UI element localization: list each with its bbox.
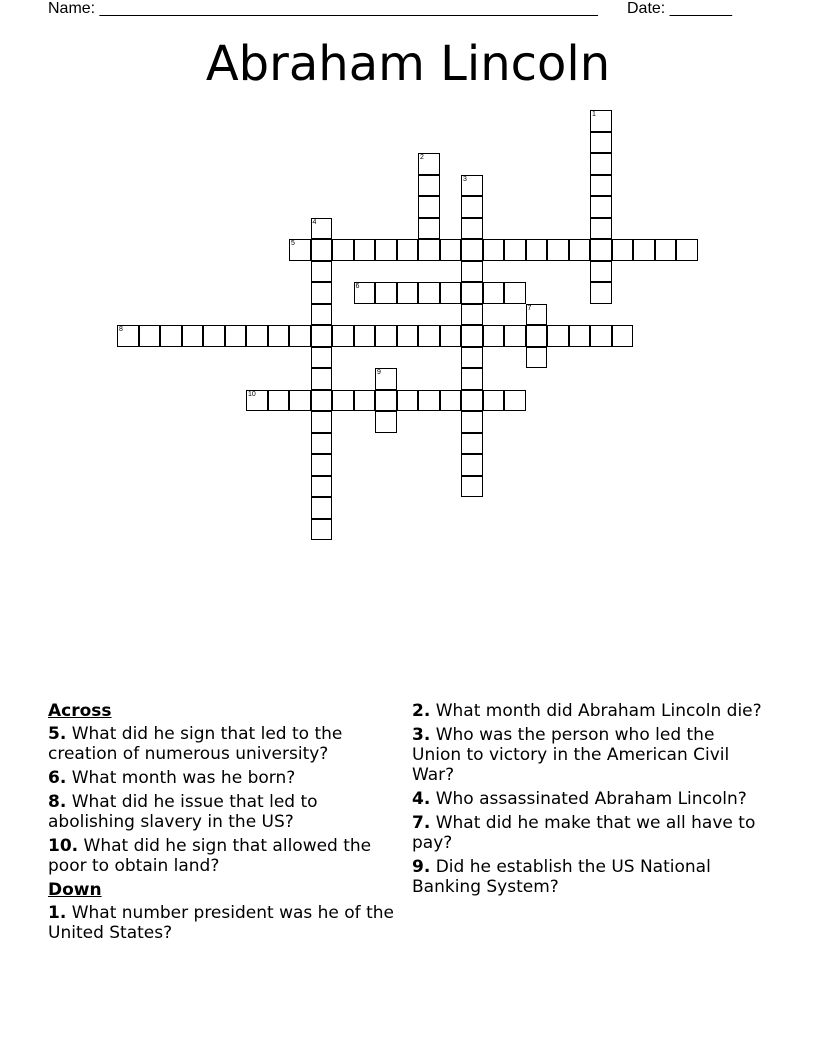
grid-cell[interactable] [311,476,333,498]
grid-cell[interactable] [655,239,677,261]
grid-cell[interactable] [375,411,397,433]
clue-text: Who assassinated Abraham Lincoln? [435,789,747,809]
grid-cell[interactable] [590,196,612,218]
grid-cell[interactable] [461,196,483,218]
grid-cell[interactable] [268,325,290,347]
grid-cell[interactable] [203,325,225,347]
grid-cell[interactable] [397,325,419,347]
clue-number-label: 6. [48,768,67,788]
clue-number-label: 1. [48,903,67,923]
clue-item [48,768,398,788]
grid-cell[interactable] [547,239,569,261]
grid-cell[interactable] [311,325,333,347]
grid-cell[interactable] [590,261,612,283]
clue-number-label: 5. [48,724,67,744]
across-heading: Across [48,701,112,721]
clue-number-label: 4. [412,789,431,809]
page-title: Abraham Lincoln [205,36,611,92]
grid-cell[interactable] [246,390,268,412]
clue-text: Who was the person who led the Union to victory in the American Civil War? [412,725,730,785]
grid-cell[interactable] [289,239,311,261]
grid-cell[interactable] [418,196,440,218]
grid-cell[interactable] [311,433,333,455]
grid-cell[interactable] [483,325,505,347]
grid-cell[interactable] [590,218,612,240]
grid-cell[interactable] [354,325,376,347]
grid-cell[interactable] [418,153,440,175]
grid-cell[interactable] [440,390,462,412]
grid-cell[interactable] [397,282,419,304]
grid-cell[interactable] [440,239,462,261]
grid-cell[interactable] [461,175,483,197]
grid-cell[interactable] [246,325,268,347]
clue-number-label: 10. [48,836,79,856]
clue-number: 6 [355,283,360,290]
grid-cell[interactable] [612,239,634,261]
grid-cell[interactable] [289,390,311,412]
clue-number: 10 [248,390,256,398]
grid-cell[interactable] [139,325,161,347]
clue-number-label: 8. [48,792,67,812]
clue-number-label: 9. [412,857,431,877]
grid-cell[interactable] [569,325,591,347]
grid-cell[interactable] [461,454,483,476]
grid-cell[interactable] [440,325,462,347]
clue-item [412,725,762,785]
grid-cell[interactable] [160,325,182,347]
grid-cell[interactable] [375,325,397,347]
grid-cell[interactable] [590,325,612,347]
grid-cell[interactable] [397,239,419,261]
grid-cell[interactable] [354,390,376,412]
grid-cell[interactable] [418,282,440,304]
clue-number: 1 [592,111,596,118]
grid-cell[interactable] [483,282,505,304]
grid-cell[interactable] [461,347,483,369]
grid-cell[interactable] [590,282,612,304]
grid-cell[interactable] [311,282,333,304]
grid-cell[interactable] [526,304,548,326]
grid-cell[interactable] [547,325,569,347]
grid-cell[interactable] [311,368,333,390]
clue-number: 4 [312,218,317,226]
grid-cell[interactable] [504,325,526,347]
clue-number-label: 7. [412,813,431,833]
grid-cell[interactable] [633,239,655,261]
grid-cell[interactable] [612,325,634,347]
grid-cell[interactable] [461,282,483,304]
grid-cell[interactable] [268,390,290,412]
grid-cell[interactable] [311,454,333,476]
across-clue-list [48,724,398,876]
grid-cell[interactable] [354,282,376,304]
grid-cell[interactable] [375,239,397,261]
grid-cell[interactable] [418,325,440,347]
grid-cell[interactable] [418,390,440,412]
grid-cell[interactable] [332,390,354,412]
clue-number: 2 [420,154,424,161]
grid-cell[interactable] [311,411,333,433]
clue-text: What number president was he of the United States? [48,903,394,943]
grid-cell[interactable] [311,519,333,541]
clue-number: 5 [291,240,295,247]
clue-text: What month was he born? [71,768,296,788]
clue-item [412,789,762,809]
clue-item [412,701,762,721]
grid-cell[interactable] [354,239,376,261]
grid-cell[interactable] [461,304,483,326]
clue-item [48,724,398,764]
grid-cell[interactable] [526,325,548,347]
grid-cell[interactable] [225,325,247,347]
grid-cell[interactable] [311,497,333,519]
grid-cell[interactable] [461,476,483,498]
down-clue-list-continued [412,701,762,897]
grid-cell[interactable] [504,390,526,412]
down-heading: Down [48,880,102,900]
grid-cell[interactable] [504,239,526,261]
clue-number: 9 [377,369,381,376]
clue-item [48,903,398,943]
grid-cell[interactable] [483,239,505,261]
grid-cell[interactable] [590,132,612,154]
clue-text: What month did Abraham Lincoln die? [435,701,762,721]
grid-cell[interactable] [418,239,440,261]
grid-cell[interactable] [461,325,483,347]
grid-cell[interactable] [375,390,397,412]
clue-text: What did he make that we all have to pay? [412,813,756,853]
grid-cell[interactable] [676,239,698,261]
clues-column-left [48,701,398,947]
grid-cell[interactable] [418,218,440,240]
grid-cell[interactable] [461,433,483,455]
grid-cell[interactable] [375,282,397,304]
grid-cell[interactable] [526,347,548,369]
grid-cell[interactable] [397,390,419,412]
clue-number: 3 [463,175,467,183]
grid-cell[interactable] [311,218,333,240]
grid-cell[interactable] [461,218,483,240]
grid-cell[interactable] [569,239,591,261]
grid-cell[interactable] [590,175,612,197]
grid-cell[interactable] [461,368,483,390]
clue-number: 8 [119,326,123,333]
clue-text: What did he sign that allowed the poor to obtain land? [48,836,372,876]
date-field-label[interactable]: Date: _______ [627,0,732,17]
grid-cell[interactable] [483,390,505,412]
down-clue-list [48,903,398,943]
clue-item [48,792,398,832]
grid-cell[interactable] [311,347,333,369]
grid-cell[interactable] [590,153,612,175]
grid-cell[interactable] [117,325,139,347]
grid-cell[interactable] [590,239,612,261]
grid-cell[interactable] [182,325,204,347]
grid-cell[interactable] [526,239,548,261]
grid-cell[interactable] [311,390,333,412]
clue-text: What did he sign that led to the creation of numerous university? [48,724,343,764]
clue-number: 7 [527,304,532,312]
grid-cell[interactable] [311,261,333,283]
name-field-label[interactable]: Name: ________________________________________________________ [48,0,598,17]
clue-item [412,857,762,897]
grid-cell[interactable] [289,325,311,347]
clue-number-label: 2. [412,701,431,721]
clue-number-label: 3. [412,725,431,745]
grid-cell[interactable] [461,239,483,261]
clue-text: What did he issue that led to abolishing slavery in the US? [48,792,318,832]
grid-cell[interactable] [504,282,526,304]
grid-cell[interactable] [311,239,333,261]
grid-cell[interactable] [461,261,483,283]
clue-text: Did he establish the US National Banking System? [412,857,711,897]
grid-cell[interactable] [590,110,612,132]
grid-cell[interactable] [332,239,354,261]
grid-cell[interactable] [461,411,483,433]
grid-cell[interactable] [311,304,333,326]
clues-column-right [412,701,762,901]
grid-cell[interactable] [461,390,483,412]
grid-cell[interactable] [418,175,440,197]
grid-cell[interactable] [440,282,462,304]
grid-cell[interactable] [332,325,354,347]
clue-item [412,813,762,853]
clue-item [48,836,398,876]
grid-cell[interactable] [375,368,397,390]
